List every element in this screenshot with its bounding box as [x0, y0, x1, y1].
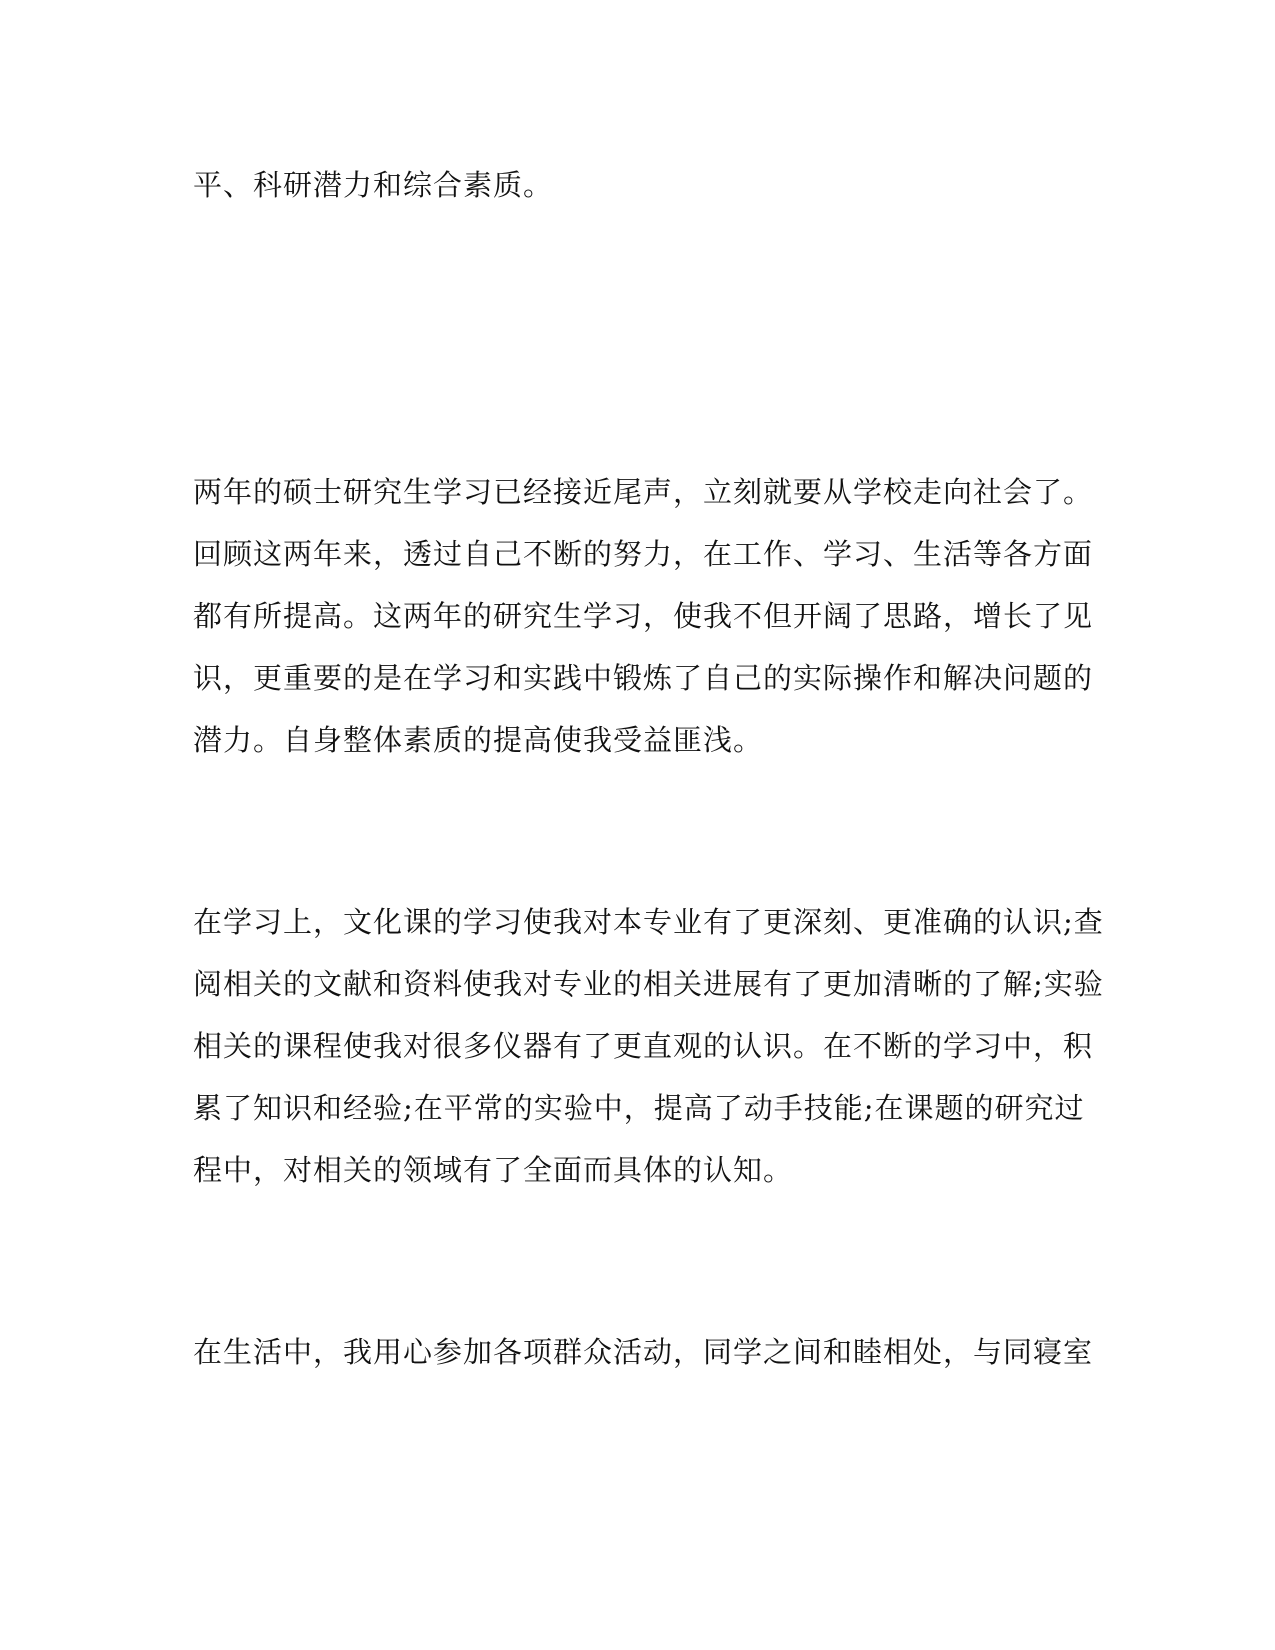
text-line: 在生活中，我用心参加各项群众活动，同学之间和睦相处，与同寝室 — [193, 1335, 1094, 1369]
text-line: 潜力。自身整体素质的提高使我受益匪浅。 — [193, 723, 764, 757]
text-line: 阅相关的文献和资料使我对专业的相关进展有了更加清晰的了解;实验 — [193, 967, 1104, 1001]
text-line: 在学习上，文化课的学习使我对本专业有了更深刻、更准确的认识;查 — [193, 905, 1104, 939]
text-line: 平、科研潜力和综合素质。 — [193, 168, 554, 202]
text-line: 相关的课程使我对很多仪器有了更直观的认识。在不断的学习中，积 — [193, 1029, 1094, 1063]
text-line: 程中，对相关的领域有了全面而具体的认知。 — [193, 1153, 794, 1187]
text-line: 都有所提高。这两年的研究生学习，使我不但开阔了思路，增长了见 — [193, 599, 1094, 633]
text-line: 回顾这两年来，透过自己不断的努力，在工作、学习、生活等各方面 — [193, 537, 1094, 571]
text-line: 识，更重要的是在学习和实践中锻炼了自己的实际操作和解决问题的 — [193, 661, 1094, 695]
text-line: 累了知识和经验;在平常的实验中，提高了动手技能;在课题的研究过 — [193, 1091, 1085, 1125]
text-line: 两年的硕士研究生学习已经接近尾声，立刻就要从学校走向社会了。 — [193, 475, 1094, 509]
